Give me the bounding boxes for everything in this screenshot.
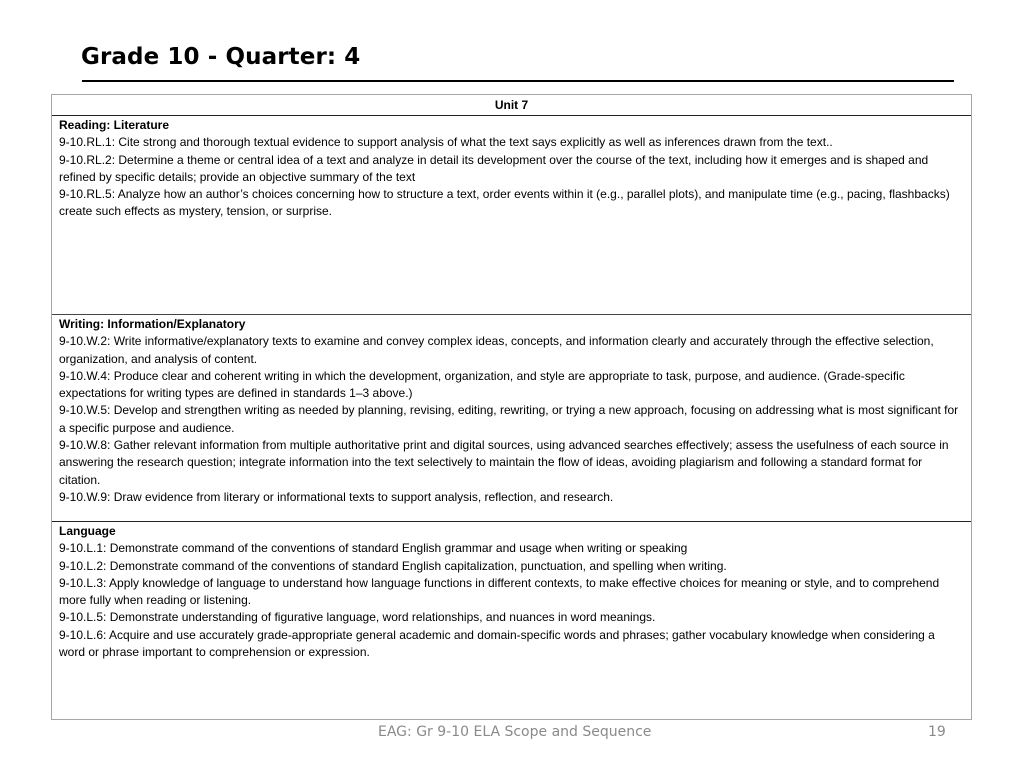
reading-cell [52,116,971,221]
writing-section-title: Writing: Information/Explanatory [59,317,246,331]
unit-header-row [52,95,971,116]
standard-item: 9-10.W.9: Draw evidence from literary or informational texts to support analysis, reflection, and research. [59,489,614,504]
standard-item: 9-10.W.4: Produce clear and coherent writing in which the development, organization, and style are appropriate to task, purpose, and audience. (Grade-specific expectations for writing types are defined in standards 1–3 above.) [59,368,905,401]
reading-section [52,116,971,315]
language-cell [52,522,971,661]
standard-item: 9-10.L.6: Acquire and use accurately grade-appropriate general academic and domain-specific words and phrases; gather vocabulary knowledge when considering a word or phrase important to comprehension or expression. [59,627,935,660]
standard-item: 9-10.L.5: Demonstrate understanding of figurative language, word relationships, and nuances in word meanings. [59,610,656,625]
standard-item: 9-10.RL.2: Determine a theme or central idea of a text and analyze in detail its development over the course of the text, including how it emerges and is shaped and refined by specific details; provide an objective summary of the text [59,152,929,184]
title-divider [82,80,954,82]
standard-item: 9-10.W.8: Gather relevant information from multiple authoritative print and digital sources, using advanced searches effectively; assess the usefulness of each source in answering the research question; integrate information into the text selectively to maintain the flow of ideas, avoiding plagiarism and following a standard format for citation. [59,438,949,487]
page-number: 19 [928,724,946,740]
standard-item: 9-10.RL.5: Analyze how an author’s choices concerning how to structure a text, order events within it (e.g., parallel plots), and manipulate time (e.g., pacing, flashbacks) create such effects as mystery, tension, or surprise. [59,187,950,219]
page-title: Grade 10 - Quarter: 4 [81,44,361,70]
standard-item: 9-10.W.2: Write informative/explanatory texts to examine and convey complex ideas, concepts, and information clearly and accurately through the effective selection, organization, and analysis of content. [59,334,934,366]
standards-table [51,94,972,720]
unit-heading: Unit 7 [494,98,529,112]
standard-item: 9-10.L.3: Apply knowledge of language to understand how language functions in different contexts, to make effective choices for meaning or style, and to comprehend more fully when reading or listening. [59,575,940,608]
standard-item: 9-10.W.5: Develop and strengthen writing as needed by planning, revising, editing, rewriting, or trying a new approach, focusing on addressing what is most significant for a specific purpose and audience. [59,403,959,435]
reading-section-title: Reading: Literature [59,118,170,132]
writing-cell [52,315,971,506]
writing-section [52,315,971,522]
standard-item: 9-10.RL.1: Cite strong and thorough textual evidence to support analysis of what the text says explicitly as well as inferences drawn from the text.. [59,135,833,150]
standard-item: 9-10.L.1: Demonstrate command of the conventions of standard English grammar and usage when writing or speaking [59,541,688,556]
language-section-title: Language [59,524,116,538]
language-section [52,522,971,719]
standard-item: 9-10.L.2: Demonstrate command of the conventions of standard English capitalization, punctuation, and spelling when writing. [59,558,727,573]
footer-text: EAG: Gr 9-10 ELA Scope and Sequence [378,724,652,740]
